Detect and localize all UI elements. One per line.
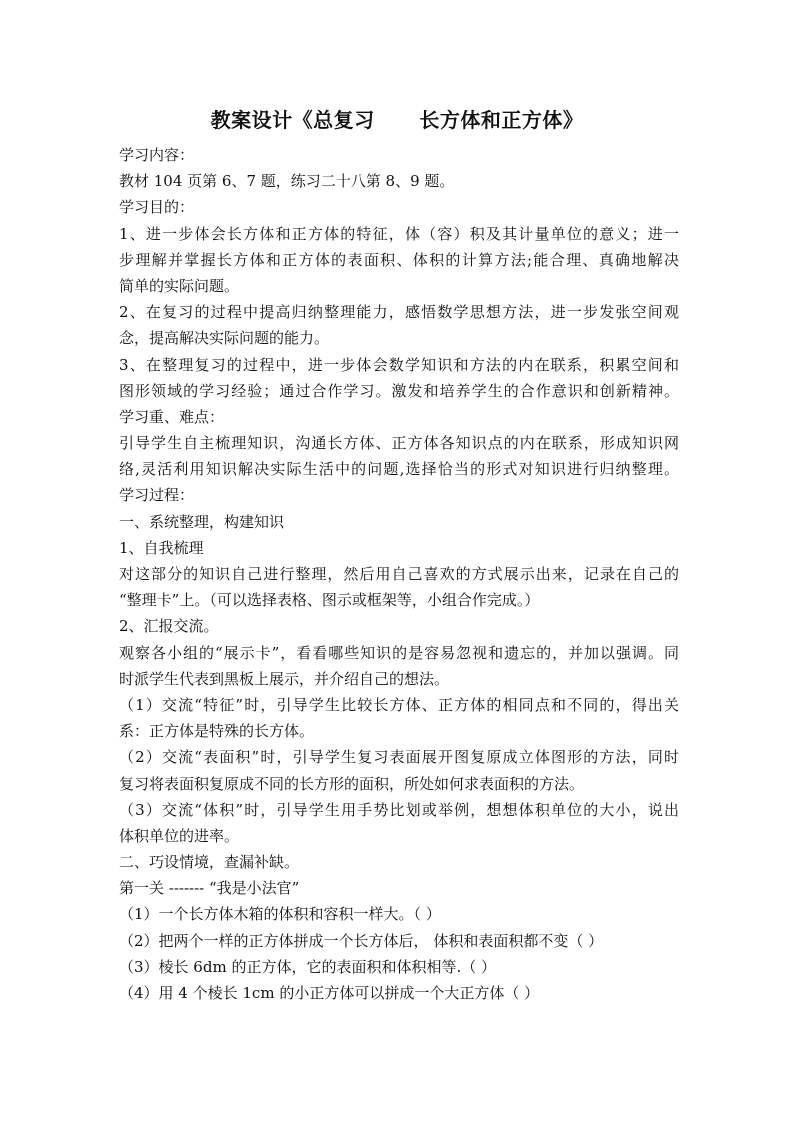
text-line: 系：正方体是特殊的长方体。 — [119, 722, 315, 741]
quiz-item: （1）一个长方体木箱的体积和容积一样大。（ ） — [119, 905, 441, 924]
document-body — [119, 142, 679, 1006]
subsection-heading: 二、巧设情境，查漏补缺。 — [119, 853, 300, 872]
text-line: （3）交流“体积”时，引导学生用手势比划或举例，想想体积单位的大小，说出 — [119, 800, 679, 819]
page-title: 教案设计《总复习 长方体和正方体》 — [210, 108, 584, 132]
text-line: 简单的实际问题。 — [119, 276, 240, 295]
text-line: 念，提高解决实际问题的能力。 — [119, 329, 330, 348]
section-heading-process: 学习过程： — [119, 486, 195, 505]
text-line: （2）交流“表面积”时，引导学生复习表面展开图复原成立体图形的方法，同时 — [119, 748, 679, 767]
section-heading-objectives: 学习目的： — [119, 198, 195, 217]
section-heading-content: 学习内容： — [119, 146, 195, 164]
subsection-heading: 1、自我梳理 — [119, 538, 204, 557]
text-line: （1）交流“特征”时，引导学生比较长方体、正方体的相同点和不同的，得出关 — [119, 695, 679, 714]
quiz-heading: 第一关 ------- “我是小法官” — [119, 879, 300, 898]
text-line: 引导学生自主梳理知识，沟通长方体、正方体各知识点的内在联系，形成知识网 — [119, 434, 679, 453]
text-line: 图形领域的学习经验；通过合作学习。激发和培养学生的合作意识和创新精神。 — [119, 381, 679, 400]
text-line: 教材 104 页第 6、7 题，练习二十八第 8、9 题。 — [119, 172, 455, 191]
quiz-item: （2）把两个一样的正方体拼成一个长方体后， 体积和表面积都不变（ ） — [119, 931, 604, 950]
text-line: 对这部分的知识自己进行整理，然后用自己喜欢的方式展示出来，记录在自己的 — [119, 565, 679, 583]
text-line: 1、进一步体会长方体和正方体的特征，体（容）积及其计量单位的意义；进一 — [119, 224, 679, 243]
text-line: 步理解并掌握长方体和正方体的表面积、体积的计算方法;能合理、真确地解决 — [119, 250, 679, 269]
subsection-heading: 2、汇报交流。 — [119, 617, 219, 636]
text-line: “整理卡”上。（可以选择表格、图示或框架等，小组合作完成。） — [119, 591, 540, 610]
text-line: 观察各小组的“展示卡”，看看哪些知识的是容易忽视和遗忘的，并加以强调。同 — [119, 643, 679, 662]
subsection-heading: 一、系统整理，构建知识 — [119, 512, 285, 531]
text-line: 复习将表面积复原成不同的长方形的面积，所处如何求表面积的方法。 — [119, 774, 585, 793]
text-line: 3、在整理复习的过程中，进一步体会数学知识和方法的内在联系，积累空间和 — [119, 355, 679, 374]
quiz-item: （4）用 4 个棱长 1cm 的小正方体可以拼成一个大正方体（ ） — [119, 984, 540, 1002]
section-heading-key-points: 学习重、难点： — [119, 407, 225, 426]
text-line: 时派学生代表到黑板上展示，并介绍自己的想法。 — [119, 669, 450, 688]
quiz-item: （3）棱长 6dm 的正方体，它的表面积和体积相等.（ ） — [119, 957, 496, 976]
text-line: 2、在复习的过程中提高归纳整理能力，感悟数学思想方法，进一步发张空间观 — [119, 303, 679, 322]
text-line: 络,灵活利用知识解决实际生活中的问题,选择恰当的形式对知识进行归纳整理。 — [119, 460, 679, 479]
text-line: 体积单位的进率。 — [119, 826, 240, 845]
